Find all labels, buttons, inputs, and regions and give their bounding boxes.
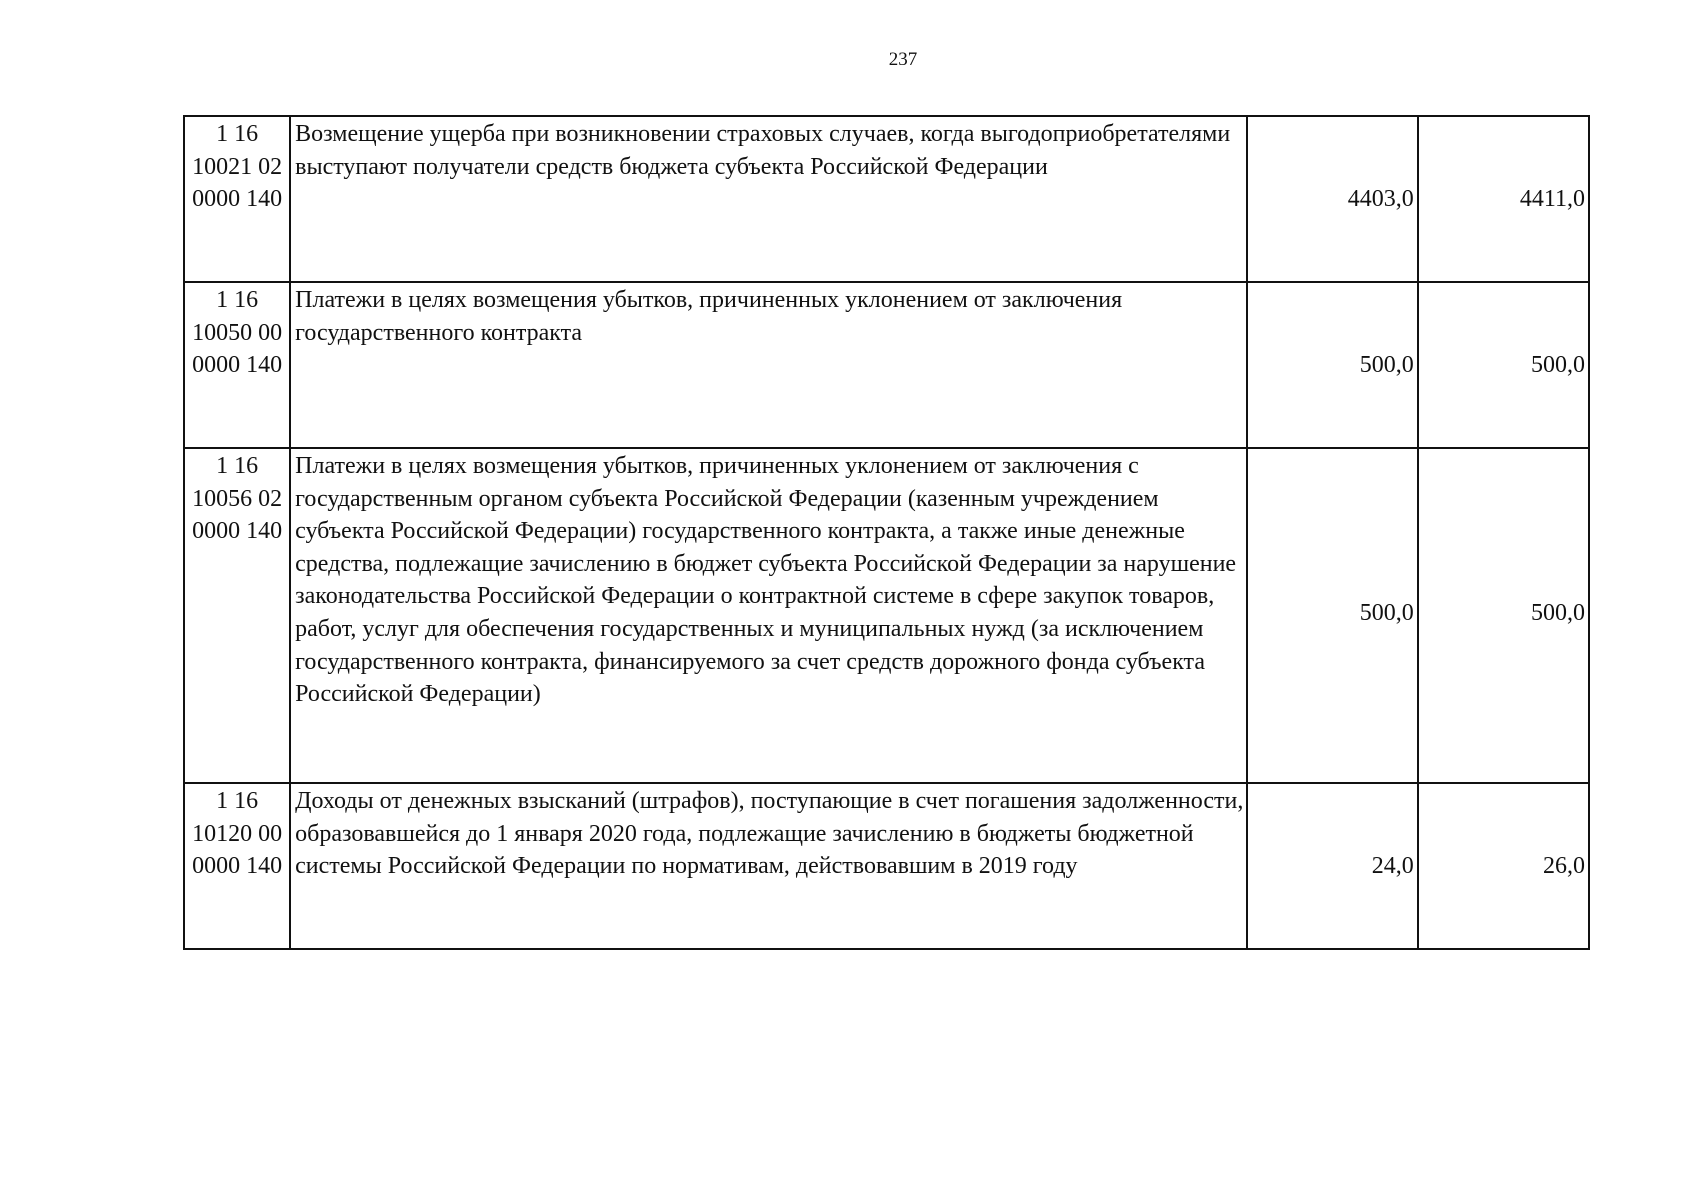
budget-code-cell: [184, 783, 290, 949]
value-cell-year-2: 26,0: [1418, 783, 1589, 949]
value-cell-year-2: 500,0: [1418, 448, 1589, 783]
budget-code-line: 1 16: [216, 121, 259, 147]
budget-code-line: 10056 02: [192, 485, 283, 512]
budget-code-line: 1 16: [216, 287, 259, 313]
description-cell: Платежи в целях возмещения убытков, причиненных уклонением от заключения государственного контракта: [290, 282, 1246, 448]
budget-code-line: 0000 140: [192, 186, 283, 213]
value-cell-year-1: 4403,0: [1247, 116, 1418, 282]
budget-code-cell: [184, 282, 290, 448]
table-row: [184, 282, 1589, 448]
budget-code-line: 0000 140: [192, 518, 283, 545]
value-cell-year-1: 24,0: [1247, 783, 1418, 949]
value-cell-year-2: 500,0: [1418, 282, 1589, 448]
value-cell-year-1: 500,0: [1247, 448, 1418, 783]
description-cell: Возмещение ущерба при возникновении страховых случаев, когда выгодоприобретателями выступают получатели средств бюджета субъекта Российской Федерации: [290, 116, 1246, 282]
budget-code-cell: [184, 448, 290, 783]
budget-revenue-table: [183, 115, 1590, 950]
budget-code-cell: [184, 116, 290, 282]
budget-code-line: 0000 140: [192, 853, 283, 880]
page-number: 237: [888, 49, 918, 70]
budget-code-line: 10120 00: [192, 820, 283, 847]
table-row: [184, 783, 1589, 949]
table-row: [184, 448, 1589, 783]
budget-code-line: 10050 00: [192, 319, 283, 346]
value-cell-year-1: 500,0: [1247, 282, 1418, 448]
budget-code-line: 10021 02: [192, 153, 283, 180]
budget-code-line: 1 16: [216, 788, 259, 814]
table-row: [184, 116, 1589, 282]
value-cell-year-2: 4411,0: [1418, 116, 1589, 282]
description-cell: Платежи в целях возмещения убытков, причиненных уклонением от заключения с государственным органом субъекта Российской Федерации (казенным учреждением субъекта Российской Федерации) государственного контракта, а также иные денежные средства, подлежащие зачислению в бюджет субъекта Российской Федерации за нарушение законодательства Российской Федерации о контрактной системе в сфере закупок товаров, работ, услуг для обеспечения государственных и муниципальных нужд (за исключением государственного контракта, финансируемого за счет средств дорожного фонда субъекта Российской Федерации): [290, 448, 1246, 783]
budget-code-line: 0000 140: [192, 352, 283, 379]
description-cell: Доходы от денежных взысканий (штрафов), поступающие в счет погашения задолженности, образовавшейся до 1 января 2020 года, подлежащие зачислению в бюджеты бюджетной системы Российской Федерации по нормативам, действовавшим в 2019 году: [290, 783, 1246, 949]
budget-code-line: 1 16: [216, 453, 259, 479]
